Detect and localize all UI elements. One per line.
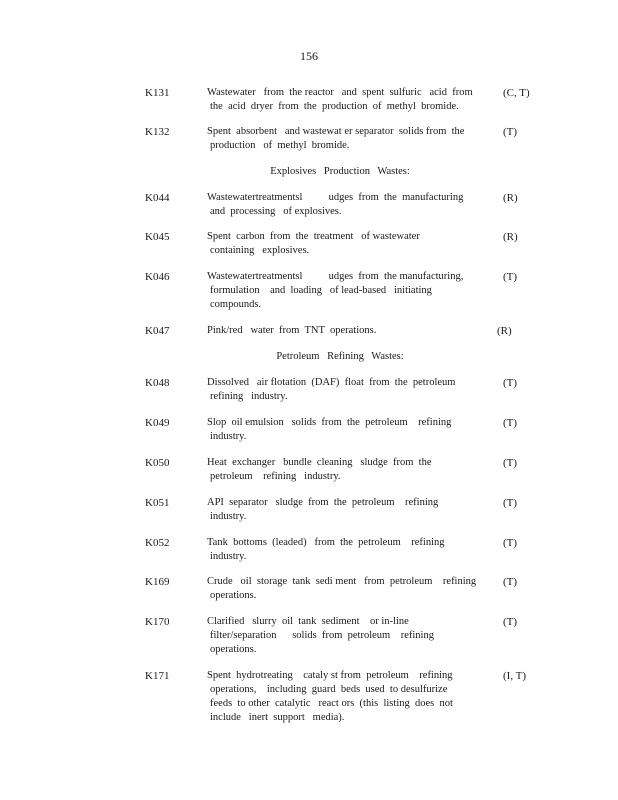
- description-line: Wastewatertreatmentsl udges from the manufacturing,: [207, 271, 464, 282]
- description-line: refining industry.: [210, 391, 288, 402]
- description-line: the acid dryer from the production of methyl bromide.: [210, 101, 459, 112]
- description-line: containing explosives.: [210, 245, 310, 256]
- description-line: compounds.: [210, 299, 262, 310]
- description-line: API separator sludge from the petroleum refining: [207, 497, 439, 508]
- waste-code: K052: [145, 537, 170, 549]
- description-line: Spent hydrotreating cataly st from petroleum refining: [207, 670, 453, 681]
- waste-description: [207, 536, 492, 564]
- hazard-code: (T): [503, 126, 518, 138]
- description-line: Wastewater from the reactor and spent sulfuric acid from: [207, 87, 473, 98]
- waste-description: [207, 230, 492, 258]
- hazard-code: (T): [503, 616, 518, 628]
- description-line: industry.: [210, 511, 247, 522]
- waste-code: K050: [145, 457, 170, 469]
- hazard-code: (T): [503, 377, 518, 389]
- hazard-code: (T): [503, 576, 518, 588]
- section-heading-petroleum: Petroleum Refining Wastes:: [276, 351, 404, 362]
- waste-code: K044: [145, 192, 170, 204]
- hazard-code: (R): [503, 192, 518, 204]
- description-line: operations, including guard beds used to desulfurize: [210, 684, 448, 695]
- waste-description: [207, 86, 492, 114]
- waste-description: [207, 416, 492, 444]
- waste-code: K047: [145, 325, 170, 337]
- hazard-code: (T): [503, 537, 518, 549]
- description-line: Wastewatertreatmentsl udges from the manufacturing: [207, 192, 464, 203]
- description-line: industry.: [210, 551, 247, 562]
- hazard-code: (R): [497, 325, 512, 337]
- hazard-code: (I, T): [503, 670, 527, 682]
- waste-code: K045: [145, 231, 170, 243]
- description-line: formulation and loading of lead-based initiating: [210, 285, 432, 296]
- description-line: Crude oil storage tank sedi ment from petroleum refining: [207, 576, 477, 587]
- waste-code: K171: [145, 670, 170, 682]
- section-heading-explosives: Explosives Production Wastes:: [270, 166, 410, 177]
- waste-description: [207, 270, 492, 312]
- description-line: operations.: [210, 590, 257, 601]
- waste-description: [207, 669, 492, 725]
- description-line: petroleum refining industry.: [210, 471, 341, 482]
- page-number: 156: [300, 49, 318, 63]
- description-line: Clarified slurry oil tank sediment or in-line: [207, 616, 409, 627]
- waste-description: [207, 376, 492, 404]
- waste-code: K131: [145, 87, 170, 99]
- description-line: Dissolved air flotation (DAF) float from the petroleum: [207, 377, 456, 388]
- description-line: and processing of explosives.: [210, 206, 342, 217]
- waste-description: [207, 615, 492, 657]
- description-line: filter/separation solids from petroleum refining: [210, 630, 434, 641]
- waste-code: K170: [145, 616, 170, 628]
- hazard-code: (T): [503, 457, 518, 469]
- waste-code: K169: [145, 576, 170, 588]
- description-line: Tank bottoms (leaded) from the petroleum refining: [207, 537, 445, 548]
- hazard-code: (R): [503, 231, 518, 243]
- hazard-code: (T): [503, 271, 518, 283]
- description-line: Spent absorbent and wastewat er separator solids from the: [207, 126, 465, 137]
- waste-description: [207, 456, 492, 484]
- waste-code: K046: [145, 271, 170, 283]
- hazard-code: (T): [503, 497, 518, 509]
- waste-description: [207, 496, 492, 524]
- waste-code: K048: [145, 377, 170, 389]
- description-line: Spent carbon from the treatment of wastewater: [207, 231, 420, 242]
- waste-code: K049: [145, 417, 170, 429]
- hazard-code: (C, T): [503, 87, 530, 99]
- description-line: industry.: [210, 431, 247, 442]
- waste-description: [207, 191, 492, 219]
- description-line: feeds to other catalytic react ors (this listing does not: [210, 698, 453, 709]
- waste-description: [207, 575, 492, 603]
- waste-code: K132: [145, 126, 170, 138]
- description-line: operations.: [210, 644, 257, 655]
- waste-description: [207, 125, 492, 153]
- description-line: Heat exchanger bundle cleaning sludge from the: [207, 457, 432, 468]
- description-line: production of methyl bromide.: [210, 140, 350, 151]
- waste-code: K051: [145, 497, 170, 509]
- description-line: include inert support media).: [210, 712, 345, 723]
- hazard-code: (T): [503, 417, 518, 429]
- description-line: Pink/red water from TNT operations.: [207, 325, 377, 336]
- description-line: Slop oil emulsion solids from the petroleum refining: [207, 417, 452, 428]
- waste-description: [207, 324, 492, 338]
